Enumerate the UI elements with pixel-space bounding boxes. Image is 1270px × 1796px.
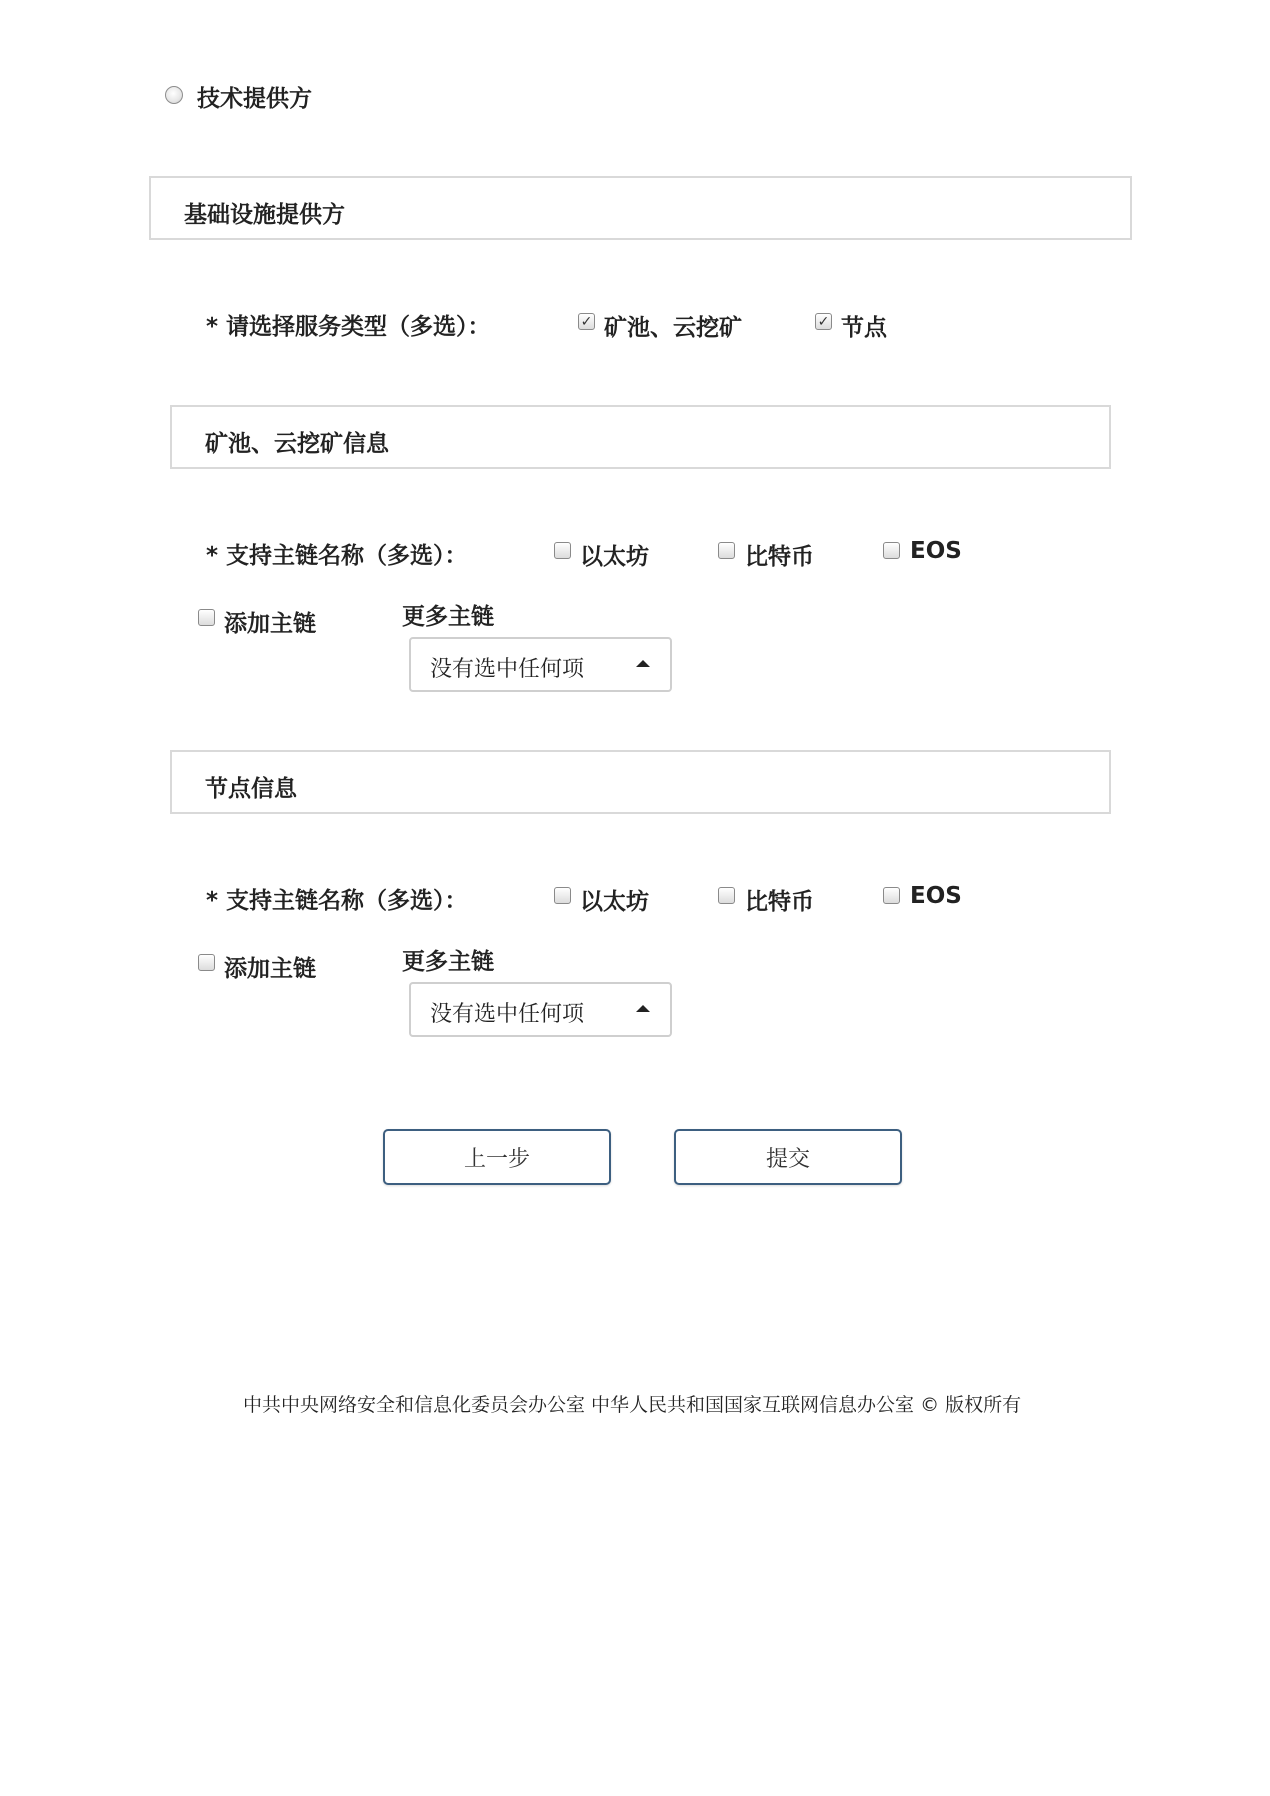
service-node-checkbox[interactable]: ✓ [815,313,832,330]
mining-select-value: 没有选中任何项 [430,657,585,682]
mining-chain-label: * 支持主链名称（多选）： [206,543,468,569]
node-chain-label: * 支持主链名称（多选）： [206,888,468,914]
mining-chain-eth-checkbox[interactable] [554,542,571,559]
mining-more-chain-select[interactable] [409,637,672,692]
footer-copyright: 中共中央网络安全和信息化委员会办公室 中华人民共和国国家互联网信息办公室 © 版权所有 [243,1394,1022,1416]
prev-step-button[interactable]: 上一步 [383,1129,611,1185]
node-chain-btc-checkbox[interactable] [718,887,735,904]
infra-section-header [149,176,1132,240]
mining-chain-eos-label: EOS [910,538,962,564]
mining-chain-eos-checkbox[interactable] [883,542,900,559]
mining-chain-btc-label: 比特币 [745,544,814,570]
node-chain-eth-label: 以太坊 [580,889,649,915]
service-mining-checkbox[interactable]: ✓ [578,313,595,330]
mining-add-chain-label: 添加主链 [224,611,316,637]
mining-more-chain-label: 更多主链 [402,604,494,630]
node-chain-eos-checkbox[interactable] [883,887,900,904]
mining-section-title: 矿池、云挖矿信息 [205,431,389,457]
node-section-header [170,750,1111,814]
mining-chain-eth-label: 以太坊 [580,544,649,570]
infra-section-title: 基础设施提供方 [184,202,345,228]
node-more-chain-select[interactable] [409,982,672,1037]
node-chain-btc-label: 比特币 [745,889,814,915]
mining-add-chain-checkbox[interactable] [198,609,215,626]
service-mining-label: 矿池、云挖矿 [604,315,742,341]
node-chain-eth-checkbox[interactable] [554,887,571,904]
mining-section-header [170,405,1111,469]
service-node-label: 节点 [841,315,887,341]
submit-button[interactable]: 提交 [674,1129,902,1185]
node-add-chain-checkbox[interactable] [198,954,215,971]
node-chain-eos-label: EOS [910,883,962,909]
node-add-chain-label: 添加主链 [224,956,316,982]
caret-up-icon [636,1005,650,1012]
tech-provider-label: 技术提供方 [197,86,312,112]
node-more-chain-label: 更多主链 [402,949,494,975]
caret-up-icon [636,660,650,667]
node-section-title: 节点信息 [205,776,297,802]
node-select-value: 没有选中任何项 [430,1002,585,1027]
tech-provider-radio[interactable] [165,86,183,104]
service-type-label: * 请选择服务类型（多选）： [206,314,491,340]
mining-chain-btc-checkbox[interactable] [718,542,735,559]
